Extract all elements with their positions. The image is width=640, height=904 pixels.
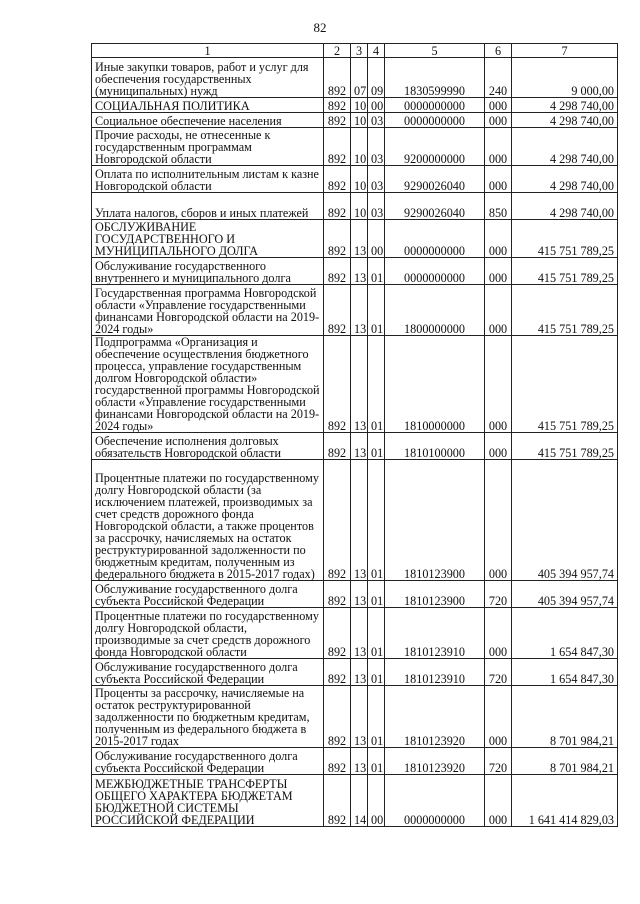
header-col-3: 3: [351, 44, 368, 58]
row-target-article: 1810123910: [385, 659, 485, 686]
row-target-article: 1830599990: [385, 58, 485, 98]
row-name: Иные закупки товаров, работ и услуг для обеспечения государственных (муниципальных) нужд: [92, 58, 324, 98]
row-expense-type: 000: [485, 686, 512, 748]
row-section: 13: [351, 460, 368, 581]
row-target-article: 0000000000: [385, 113, 485, 128]
row-section: 07: [351, 58, 368, 98]
row-target-article: 9200000000: [385, 128, 485, 166]
row-section: 13: [351, 220, 368, 258]
header-col-2: 2: [324, 44, 351, 58]
row-section: 13: [351, 608, 368, 659]
row-section: 10: [351, 128, 368, 166]
row-amount: 4 298 740,00: [512, 193, 618, 220]
budget-table: [91, 43, 618, 827]
header-col-5: 5: [385, 44, 485, 58]
row-name: Обслуживание государственного долга субъекта Российской Федерации: [92, 748, 324, 775]
table-row: [92, 193, 618, 220]
row-expense-type: 000: [485, 460, 512, 581]
row-subsection: 03: [368, 193, 385, 220]
row-target-article: 9290026040: [385, 166, 485, 193]
row-amount: 415 751 789,25: [512, 258, 618, 285]
row-expense-type: 000: [485, 775, 512, 827]
row-amount: 1 654 847,30: [512, 608, 618, 659]
row-name: Оплата по исполнительным листам к казне Новгородской области: [92, 166, 324, 193]
row-name: Прочие расходы, не отнесенные к государственным программам Новгородской области: [92, 128, 324, 166]
row-section: 10: [351, 166, 368, 193]
row-subsection: 01: [368, 608, 385, 659]
row-target-article: 1810123900: [385, 581, 485, 608]
row-expense-type: 000: [485, 258, 512, 285]
row-section: 13: [351, 285, 368, 336]
table-row: [92, 608, 618, 659]
row-admin-code: 892: [324, 58, 351, 98]
row-expense-type: 000: [485, 113, 512, 128]
row-name: Обслуживание государственного внутреннего и муниципального долга: [92, 258, 324, 285]
row-name: СОЦИАЛЬНАЯ ПОЛИТИКА: [92, 98, 324, 113]
row-section: 10: [351, 193, 368, 220]
row-expense-type: 240: [485, 58, 512, 98]
row-section: 13: [351, 433, 368, 460]
row-subsection: 01: [368, 460, 385, 581]
table-row: [92, 748, 618, 775]
row-admin-code: 892: [324, 581, 351, 608]
row-section: 10: [351, 98, 368, 113]
row-target-article: 1810123920: [385, 748, 485, 775]
row-admin-code: 892: [324, 608, 351, 659]
row-expense-type: 000: [485, 220, 512, 258]
row-admin-code: 892: [324, 336, 351, 433]
row-name: Обслуживание государственного долга субъекта Российской Федерации: [92, 659, 324, 686]
table-row: [92, 113, 618, 128]
table-row: [92, 258, 618, 285]
row-subsection: 01: [368, 285, 385, 336]
row-subsection: 01: [368, 748, 385, 775]
row-subsection: 09: [368, 58, 385, 98]
header-col-4: 4: [368, 44, 385, 58]
row-amount: 4 298 740,00: [512, 113, 618, 128]
row-section: 13: [351, 748, 368, 775]
table-row: [92, 285, 618, 336]
row-target-article: 1810100000: [385, 433, 485, 460]
row-admin-code: 892: [324, 748, 351, 775]
row-expense-type: 000: [485, 166, 512, 193]
row-section: 13: [351, 258, 368, 285]
table-row: [92, 336, 618, 433]
row-amount: 405 394 957,74: [512, 581, 618, 608]
row-name: Проценты за рассрочку, начисляемые на остаток реструктурированной задолженности по бюджетным кредитам, полученным из федерального бюджета в 2015-2017 годах: [92, 686, 324, 748]
row-section: 10: [351, 113, 368, 128]
header-col-1: 1: [92, 44, 324, 58]
header-col-7: 7: [512, 44, 618, 58]
row-admin-code: 892: [324, 285, 351, 336]
row-name: Обеспечение исполнения долговых обязательств Новгородской области: [92, 433, 324, 460]
table-row: [92, 581, 618, 608]
table-header-row: [92, 44, 618, 58]
row-name: Государственная программа Новгородской области «Управление государственными финансами Новгородской области на 2019-2024 годы»: [92, 285, 324, 336]
page-number: 82: [313, 20, 327, 35]
row-subsection: 01: [368, 258, 385, 285]
row-admin-code: 892: [324, 166, 351, 193]
row-amount: 405 394 957,74: [512, 460, 618, 581]
row-admin-code: 892: [324, 775, 351, 827]
row-target-article: 1800000000: [385, 285, 485, 336]
row-target-article: 9290026040: [385, 193, 485, 220]
row-subsection: 01: [368, 581, 385, 608]
row-admin-code: 892: [324, 220, 351, 258]
row-subsection: 00: [368, 775, 385, 827]
row-section: 13: [351, 581, 368, 608]
row-subsection: 03: [368, 113, 385, 128]
row-admin-code: 892: [324, 686, 351, 748]
row-expense-type: 000: [485, 336, 512, 433]
row-admin-code: 892: [324, 659, 351, 686]
table-row: [92, 98, 618, 113]
row-name: Процентные платежи по государственному долгу Новгородской области (за исключением платежей, производимых за счет средств дорожного фонда Новгородской области, а также процентов за рассрочку, начисляемых на остаток реструктурированной задолженности по бюджетным кредитам, полученным из федерального бюджета в 2015-2017 годах): [92, 460, 324, 581]
row-expense-type: 720: [485, 659, 512, 686]
row-name: Социальное обеспечение населения: [92, 113, 324, 128]
row-name: ОБСЛУЖИВАНИЕ ГОСУДАРСТВЕННОГО И МУНИЦИПАЛЬНОГО ДОЛГА: [92, 220, 324, 258]
row-amount: 4 298 740,00: [512, 166, 618, 193]
row-admin-code: 892: [324, 193, 351, 220]
row-admin-code: 892: [324, 433, 351, 460]
table-row: [92, 166, 618, 193]
table-row: [92, 433, 618, 460]
row-name: Уплата налогов, сборов и иных платежей: [92, 193, 324, 220]
row-section: 13: [351, 686, 368, 748]
row-target-article: 1810000000: [385, 336, 485, 433]
row-name: Процентные платежи по государственному долгу Новгородской области, производимые за счет средств дорожного фонда Новгородской области: [92, 608, 324, 659]
table-row: [92, 58, 618, 98]
table-row: [92, 460, 618, 581]
row-subsection: 00: [368, 220, 385, 258]
row-expense-type: 000: [485, 128, 512, 166]
row-amount: 1 654 847,30: [512, 659, 618, 686]
row-section: 13: [351, 336, 368, 433]
row-subsection: 01: [368, 336, 385, 433]
row-expense-type: 000: [485, 608, 512, 659]
row-expense-type: 720: [485, 581, 512, 608]
row-amount: 415 751 789,25: [512, 285, 618, 336]
row-subsection: 01: [368, 433, 385, 460]
row-admin-code: 892: [324, 113, 351, 128]
row-admin-code: 892: [324, 98, 351, 113]
row-admin-code: 892: [324, 128, 351, 166]
row-amount: 4 298 740,00: [512, 98, 618, 113]
row-target-article: 0000000000: [385, 98, 485, 113]
row-expense-type: 000: [485, 433, 512, 460]
row-subsection: 01: [368, 686, 385, 748]
table-row: [92, 220, 618, 258]
row-subsection: 00: [368, 98, 385, 113]
table-row: [92, 686, 618, 748]
row-amount: 4 298 740,00: [512, 128, 618, 166]
table-row: [92, 659, 618, 686]
row-amount: 415 751 789,25: [512, 336, 618, 433]
row-expense-type: 000: [485, 285, 512, 336]
row-subsection: 03: [368, 166, 385, 193]
row-expense-type: 000: [485, 98, 512, 113]
row-target-article: 0000000000: [385, 775, 485, 827]
row-subsection: 01: [368, 659, 385, 686]
row-section: 14: [351, 775, 368, 827]
row-name: Подпрограмма «Организация и обеспечение осуществления бюджетного процесса, управление государственным долгом Новгородской области» государственной программы Новгородской области «Управление государственными финансами Новгородской области на 2019-2024 годы»: [92, 336, 324, 433]
row-section: 13: [351, 659, 368, 686]
row-admin-code: 892: [324, 460, 351, 581]
row-amount: 1 641 414 829,03: [512, 775, 618, 827]
row-subsection: 03: [368, 128, 385, 166]
row-name: Обслуживание государственного долга субъекта Российской Федерации: [92, 581, 324, 608]
row-admin-code: 892: [324, 258, 351, 285]
row-target-article: 0000000000: [385, 258, 485, 285]
row-amount: 9 000,00: [512, 58, 618, 98]
row-name: МЕЖБЮДЖЕТНЫЕ ТРАНСФЕРТЫ ОБЩЕГО ХАРАКТЕРА БЮДЖЕТАМ БЮДЖЕТНОЙ СИСТЕМЫ РОССИЙСКОЙ ФЕДЕРАЦИИ: [92, 775, 324, 827]
row-expense-type: 720: [485, 748, 512, 775]
row-amount: 8 701 984,21: [512, 686, 618, 748]
row-expense-type: 850: [485, 193, 512, 220]
table-row: [92, 775, 618, 827]
row-amount: 415 751 789,25: [512, 433, 618, 460]
row-amount: 8 701 984,21: [512, 748, 618, 775]
row-target-article: 1810123920: [385, 686, 485, 748]
table-row: [92, 128, 618, 166]
row-target-article: 0000000000: [385, 220, 485, 258]
row-amount: 415 751 789,25: [512, 220, 618, 258]
header-col-6: 6: [485, 44, 512, 58]
row-target-article: 1810123910: [385, 608, 485, 659]
row-target-article: 1810123900: [385, 460, 485, 581]
